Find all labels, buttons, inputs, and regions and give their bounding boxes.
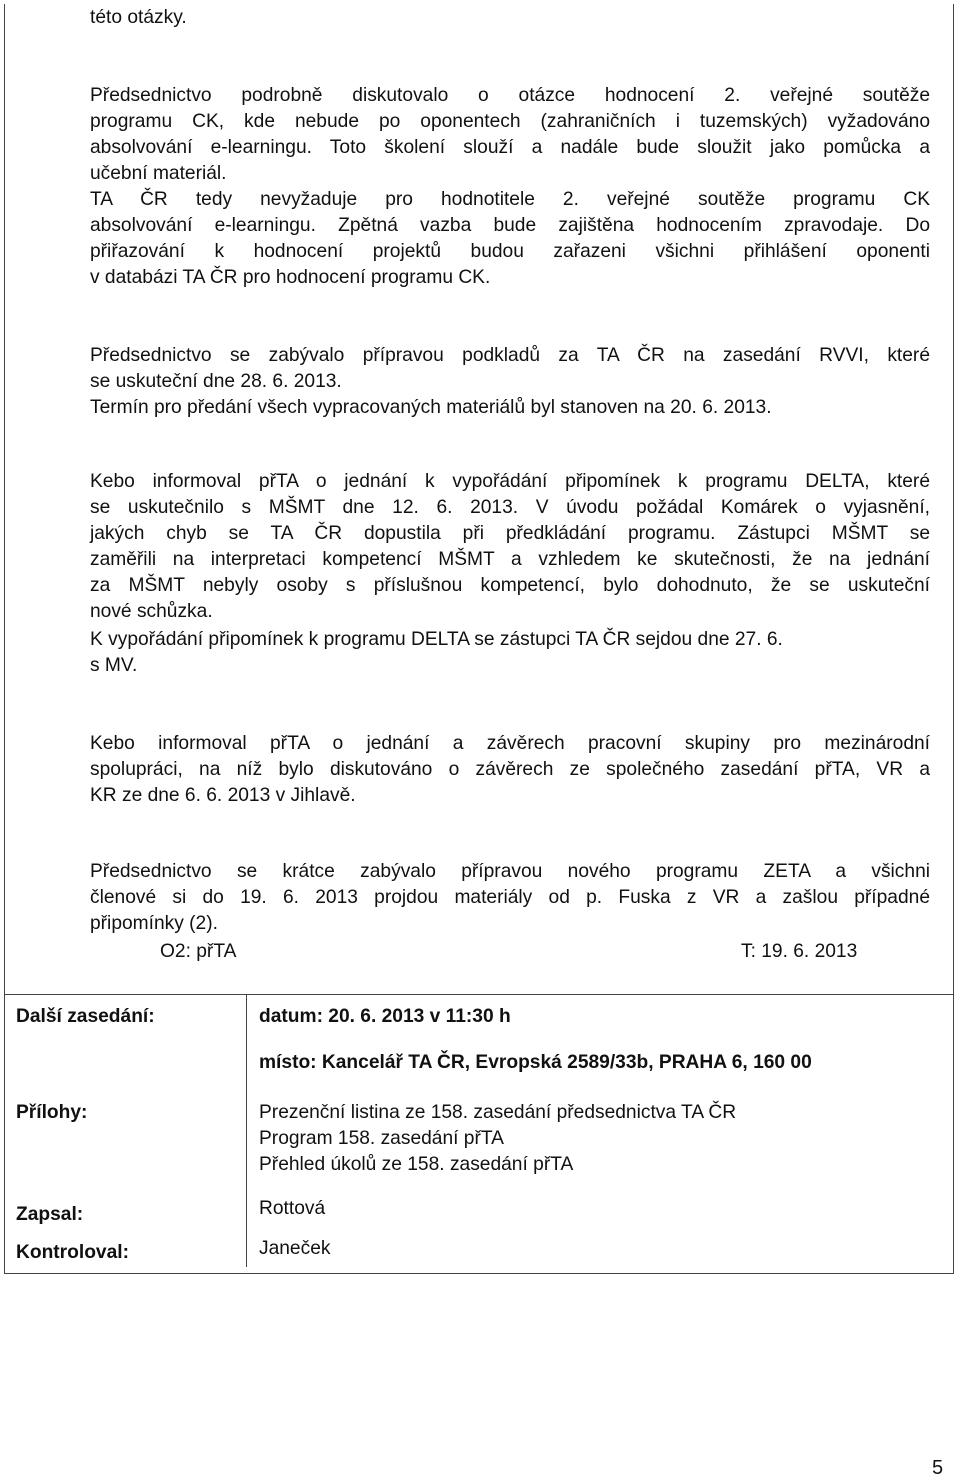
checked-by-label: Kontroloval: — [16, 1242, 129, 1263]
page-number: 5 — [932, 1457, 944, 1479]
next-meeting-label: Další zasedání: — [16, 1006, 155, 1027]
paragraph-line: nové schůzka. — [90, 601, 213, 622]
paragraph-line: spolupráci, na níž bylo diskutováno o závěrech ze společného zasedání přTA, VR a — [90, 759, 930, 780]
paragraph-line: Předsednictvo se krátce zabývalo přípravou nového programu ZETA a všichni — [90, 861, 930, 882]
paragraph-line: Kebo informoval přTA o jednání k vypořádání připomínek k programu DELTA, které — [90, 471, 930, 492]
paragraph-line: této otázky. — [90, 7, 187, 28]
paragraph-line: přiřazování k hodnocení projektů budou zařazeni všichni přihlášení oponenti — [90, 241, 930, 262]
paragraph-line: K vypořádání připomínek k programu DELTA se zástupci TA ČR sejdou dne 27. 6. — [90, 629, 783, 650]
attachment-item: Přehled úkolů ze 158. zasedání přTA — [259, 1154, 574, 1175]
paragraph-line: za MŠMT nebyly osoby s příslušnou kompetencí, bylo dohodnuto, že se uskuteční — [90, 575, 930, 596]
recorded-by-name: Rottová — [259, 1198, 326, 1219]
paragraph-line: programu CK, kde nebude po oponentech (zahraničních i tuzemských) vyžadováno — [90, 111, 930, 132]
attachment-item: Program 158. zasedání přTA — [259, 1128, 504, 1149]
attachments-label: Přílohy: — [16, 1102, 88, 1123]
next-meeting-place: místo: Kancelář TA ČR, Evropská 2589/33b, PRAHA 6, 160 00 — [259, 1052, 812, 1073]
task-deadline: T: 19. 6. 2013 — [741, 941, 858, 962]
footer-table — [4, 994, 954, 1267]
paragraph-line: zaměřili na interpretaci kompetencí MŠMT a vzhledem ke skutečnosti, že na jednání — [90, 549, 930, 570]
paragraph-line: učební materiál. — [90, 163, 227, 184]
table-divider — [246, 995, 247, 1267]
paragraph-line: jakých chyb se TA ČR dopustila při předkládání programu. Zástupci MŠMT se — [90, 523, 930, 544]
paragraph-line: TA ČR tedy nevyžaduje pro hodnotitele 2. veřejné soutěže programu CK — [90, 189, 930, 210]
paragraph-line: členové si do 19. 6. 2013 projdou materiály od p. Fuska z VR a zašlou případné — [90, 887, 930, 908]
paragraph-line: připomínky (2). — [90, 913, 218, 934]
checked-by-name: Janeček — [259, 1238, 331, 1259]
paragraph-line: v databázi TA ČR pro hodnocení programu CK. — [90, 267, 491, 288]
paragraph-line: KR ze dne 6. 6. 2013 v Jihlavě. — [90, 785, 356, 806]
paragraph-line: Kebo informoval přTA o jednání a závěrech pracovní skupiny pro mezinárodní — [90, 733, 930, 754]
paragraph-line: Termín pro předání všech vypracovaných materiálů byl stanoven na 20. 6. 2013. — [90, 397, 772, 418]
next-meeting-date: datum: 20. 6. 2013 v 11:30 h — [259, 1006, 511, 1027]
paragraph-line: absolvování e-learningu. Toto školení slouží a nadále bude sloužit jako pomůcka a — [90, 137, 930, 158]
paragraph-line: s MV. — [90, 655, 138, 676]
paragraph-line: Předsednictvo podrobně diskutovalo o otázce hodnocení 2. veřejné soutěže — [90, 85, 930, 106]
attachment-item: Prezenční listina ze 158. zasedání předsednictva TA ČR — [259, 1102, 737, 1123]
paragraph-line: se uskutečnilo s MŠMT dne 12. 6. 2013. V úvodu požádal Komárek o vyjasnění, — [90, 497, 930, 518]
task-assignee: O2: přTA — [160, 941, 237, 962]
recorded-by-label: Zapsal: — [16, 1204, 84, 1225]
paragraph-line: absolvování e-learningu. Zpětná vazba bude zajištěna hodnocením zpravodaje. Do — [90, 215, 930, 236]
paragraph-line: se uskuteční dne 28. 6. 2013. — [90, 371, 342, 392]
paragraph-line: Předsednictvo se zabývalo přípravou podkladů za TA ČR na zasedání RVVI, které — [90, 345, 930, 366]
